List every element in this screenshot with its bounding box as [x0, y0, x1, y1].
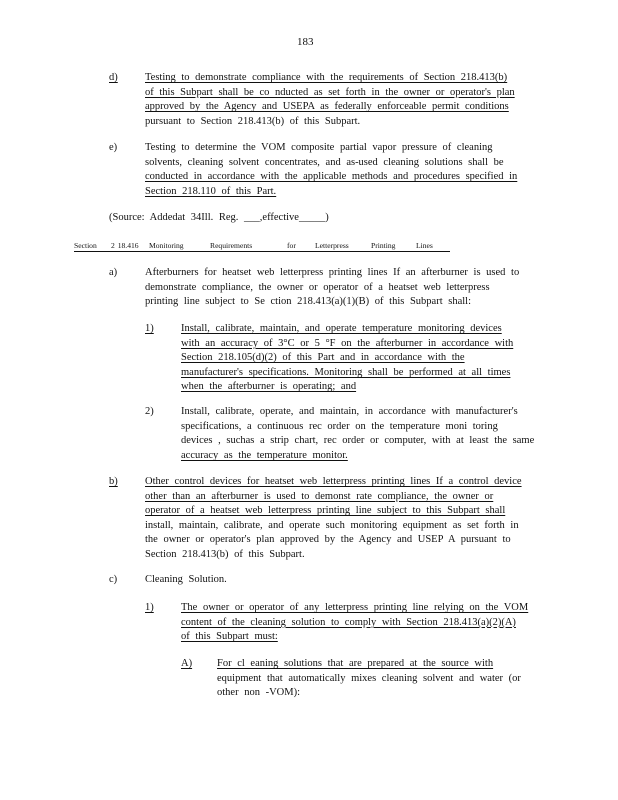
- item-d-line: pursuant to Section 218.413(b) of this Subpart.: [145, 115, 361, 127]
- item-a-text: [145, 266, 519, 310]
- item-c1-text: [181, 601, 528, 645]
- item-a-label: a): [109, 267, 118, 278]
- item-a1-line: Install, calibrate, maintain, and operate temperature monitoring devices: [181, 323, 502, 334]
- item-c1-line: The owner or operator of any letterpress printing line relying on the VOM: [181, 602, 529, 613]
- item-e-line: Section 218.110 of this Part.: [145, 185, 277, 197]
- section-heading-word: Letterpress: [315, 241, 349, 250]
- item-cA-line: other non -VOM):: [217, 687, 300, 699]
- item-a2-text: [181, 405, 534, 463]
- item-a1-line: with an accuracy of 3°C or 5 °F on the afterburner in accordance with: [181, 337, 514, 349]
- item-c-heading: Cleaning Solution.: [145, 574, 227, 585]
- item-b-line: install, maintain, calibrate, and operate such monitoring equipment as set forth in: [145, 519, 519, 531]
- item-cA-line: For cl eaning solutions that are prepared at the source with: [217, 658, 494, 669]
- item-a1-text: [181, 322, 513, 395]
- section-heading-word: Printing: [371, 241, 396, 250]
- page-number: 183: [297, 36, 314, 48]
- item-d-text: [145, 71, 515, 129]
- item-a2-label: 2): [145, 406, 154, 417]
- item-c1-line: of this Subpart must:: [181, 631, 278, 643]
- section-number: 2 18.416: [111, 241, 139, 250]
- section-heading-word: Lines: [416, 241, 433, 250]
- item-a2-line: Install, calibrate, operate, and maintain, in accordance with manufacturer's: [181, 406, 518, 417]
- item-b-text: [145, 475, 522, 563]
- item-b-label: b): [109, 476, 118, 487]
- item-d-line: Testing to demonstrate compliance with the requirements of Section 218.413(b): [145, 72, 508, 83]
- item-a1-line: manufacturer's specifications. Monitoring shall be performed at all times: [181, 366, 511, 378]
- item-a1-line: when the afterburner is operating; and: [181, 381, 357, 393]
- item-a-line: printing line subject to Se ction 218.413(a)(1)(B) of this Subpart shall:: [145, 296, 471, 308]
- item-e-label: e): [109, 142, 118, 153]
- item-c-label: c): [109, 574, 118, 585]
- item-b-line: the owner or operator's plan approved by the Agency and USEP A pursuant to: [145, 534, 511, 546]
- item-e-line: Testing to determine the VOM composite partial vapor pressure of cleaning: [145, 142, 493, 153]
- item-a2-line: specifications, a continuous rec order on the temperature moni toring: [181, 420, 498, 432]
- section-heading-word: for: [287, 241, 296, 250]
- item-e-text: [145, 141, 517, 199]
- item-b-line: Section 218.413(b) of this Subpart.: [145, 548, 305, 560]
- item-e-line: conducted in accordance with the applicable methods and procedures specified in: [145, 171, 518, 183]
- item-a1-line: Section 218.105(d)(2) of this Part and in accordance with the: [181, 352, 465, 364]
- section-heading: [74, 240, 450, 252]
- section-heading-word: Requirements: [210, 241, 253, 250]
- item-b-line: operator of a heatset web letterpress printing line subject to this Subpart shall: [145, 505, 506, 517]
- item-a1-label: 1): [145, 323, 154, 334]
- item-a2-line: devices , suchas a strip chart, rec order or computer, with at least the same: [181, 435, 535, 447]
- item-e-line: solvents, cleaning solvent concentrates, and as-used cleaning solutions shall be: [145, 156, 504, 168]
- item-a-line: demonstrate compliance, the owner or operator of a heatset web letterpress: [145, 281, 490, 293]
- item-d-label: d): [109, 72, 118, 83]
- item-c1-line: content of the cleaning solution to comply with Section 218.413(a)(2)(A): [181, 616, 516, 628]
- item-a2-line: accuracy as the temperature monitor.: [181, 449, 348, 461]
- source-note: (Source: Addedat 34Ill. Reg. ___,effective_____): [109, 212, 329, 223]
- item-cA-label: A): [181, 658, 193, 669]
- section-heading-word: Monitoring: [149, 241, 184, 250]
- item-b-line: Other control devices for heatset web letterpress printing lines If a control device: [145, 476, 522, 487]
- item-a-line: Afterburners for heatset web letterpress printing lines If an afterburner is used to: [145, 267, 520, 278]
- item-d-line: of this Subpart shall be co nducted as set forth in the owner or operator's plan: [145, 86, 515, 98]
- item-cA-text: [217, 657, 521, 701]
- item-d-line: approved by the Agency and USEPA as federally enforceable permit conditions: [145, 101, 509, 113]
- item-cA-line: equipment that automatically mixes cleaning solvent and water (or: [217, 672, 521, 684]
- item-b-line: other than an afterburner is used to demonst rate compliance, the owner or: [145, 490, 494, 502]
- item-c1-label: 1): [145, 602, 154, 613]
- section-word: Section: [74, 241, 97, 250]
